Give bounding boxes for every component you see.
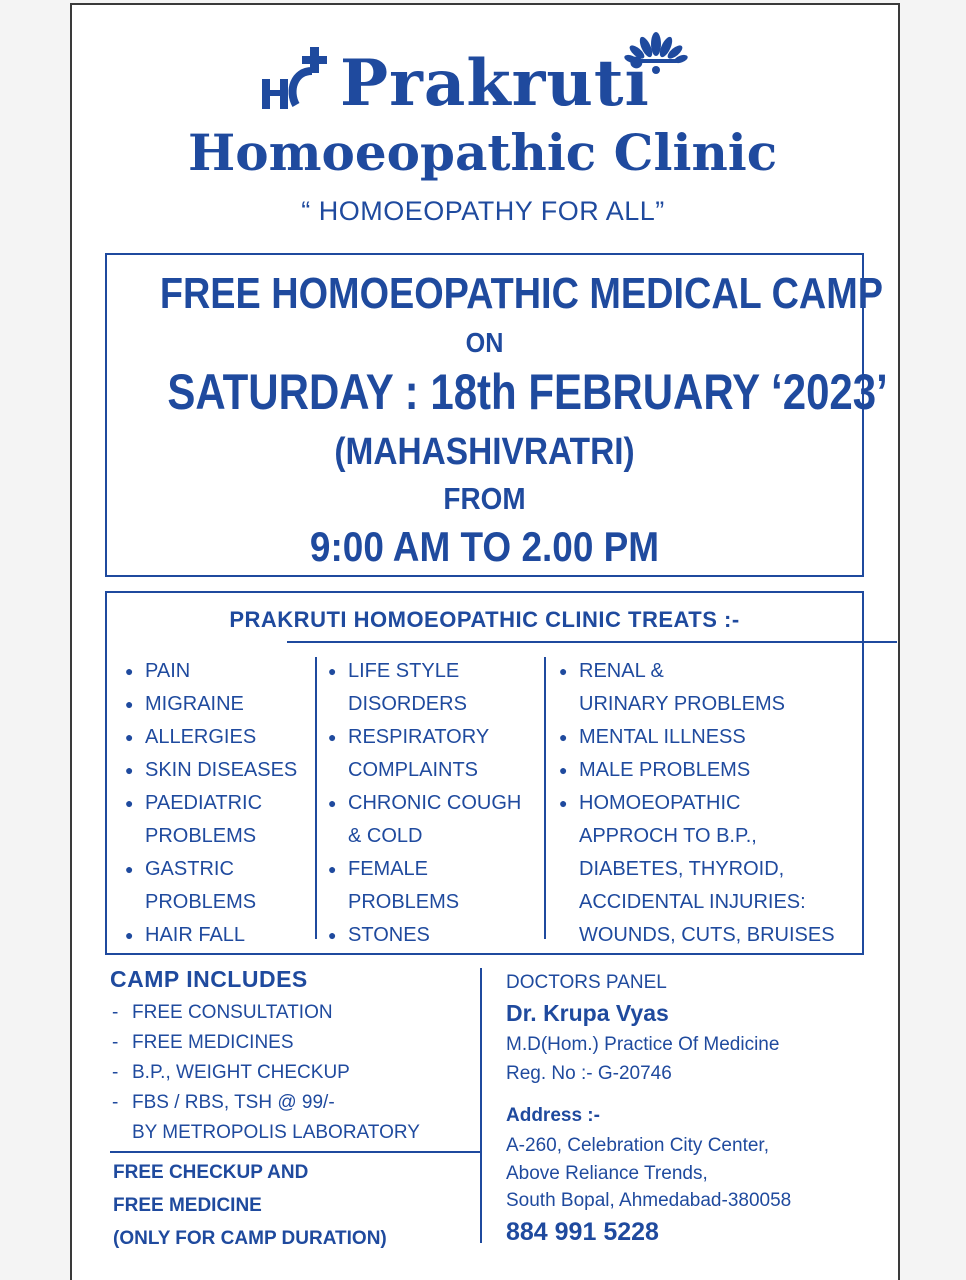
treat-item	[559, 820, 835, 853]
treat-item	[125, 919, 297, 952]
address-label: Address :-	[506, 1105, 600, 1126]
treat-item	[559, 655, 835, 688]
treat-item	[125, 688, 297, 721]
camp-includes-divider	[110, 1151, 482, 1153]
bullet-icon: ●	[328, 729, 337, 745]
camp-on-text: ON	[465, 327, 504, 358]
treat-item	[125, 754, 297, 787]
treat-item	[559, 919, 835, 952]
dash-bullet: -	[112, 1002, 119, 1023]
camp-include-label: FREE MEDICINES	[132, 1032, 294, 1053]
treats-box	[105, 591, 864, 955]
bullet-icon: ●	[125, 762, 134, 778]
camp-include-label: BY METROPOLIS LABORATORY	[132, 1122, 420, 1143]
treat-item-label: DIABETES, THYROID,	[579, 858, 785, 880]
camp-occasion: (MAHASHIVRATRI)	[334, 431, 635, 473]
treat-item	[125, 886, 297, 919]
bottom-divider	[480, 968, 482, 1243]
treat-item	[125, 721, 297, 754]
bullet-icon: ●	[328, 861, 337, 877]
treat-item-label: CHRONIC COUGH	[348, 792, 522, 814]
treat-item	[328, 688, 521, 721]
tagline: “ HOMOEOPATHY FOR ALL”	[301, 196, 665, 226]
treat-item	[328, 853, 521, 886]
treat-item-label: WOUNDS, CUTS, BRUISES	[579, 924, 835, 946]
free-note-line: FREE MEDICINE	[113, 1195, 262, 1216]
treat-item	[559, 787, 835, 820]
column-divider	[315, 657, 317, 939]
treat-item-label: MIGRAINE	[145, 693, 244, 715]
camp-time: 9:00 AM TO 2.00 PM	[309, 523, 660, 570]
treat-item	[328, 754, 521, 787]
treat-item	[328, 721, 521, 754]
doctor-registration: Reg. No :- G-20746	[506, 1063, 672, 1084]
treat-item-label: PROBLEMS	[348, 891, 460, 913]
free-checkup-note	[113, 1156, 387, 1255]
bullet-icon: ●	[125, 861, 134, 877]
bullet-icon: ●	[559, 795, 568, 811]
treat-item-label: ACCIDENTAL INJURIES:	[579, 891, 806, 913]
treat-item-label: HAIR FALL	[145, 924, 246, 946]
camp-include-item	[112, 1028, 420, 1058]
camp-from-text: FROM	[443, 481, 526, 516]
treat-item	[328, 886, 521, 919]
treat-item-label: STONES	[348, 924, 430, 946]
treat-item-label: URINARY PROBLEMS	[579, 693, 785, 715]
treat-item	[559, 886, 835, 919]
free-note-line: FREE CHECKUP AND	[113, 1162, 309, 1183]
bullet-icon: ●	[125, 696, 134, 712]
treats-title: PRAKRUTI HOMOEOPATHIC CLINIC TREATS :-	[229, 607, 740, 632]
camp-include-item	[112, 1058, 420, 1088]
clinic-name-line1: Prakruti	[340, 46, 650, 121]
camp-includes-list	[112, 998, 420, 1148]
treat-item	[328, 787, 521, 820]
treat-item-label: LIFE STYLE	[348, 660, 460, 682]
treat-item-label: MALE PROBLEMS	[579, 759, 751, 781]
treat-item-label: PROBLEMS	[145, 825, 257, 847]
treat-item	[328, 655, 521, 688]
dash-bullet: -	[112, 1062, 119, 1083]
treat-item-label: RESPIRATORY	[348, 726, 490, 748]
bullet-icon: ●	[559, 729, 568, 745]
bullet-icon: ●	[328, 795, 337, 811]
treat-item	[328, 919, 521, 952]
treats-column-3	[559, 655, 835, 952]
treat-item-label: SKIN DISEASES	[145, 759, 298, 781]
treat-item	[559, 688, 835, 721]
treat-item-label: PAEDIATRIC	[145, 792, 263, 814]
treat-item-label: APPROCH TO B.P.,	[579, 825, 757, 847]
treat-item	[125, 655, 297, 688]
bullet-icon: ●	[328, 663, 337, 679]
address-line: Above Reliance Trends,	[506, 1163, 708, 1184]
treat-item-label: COMPLAINTS	[348, 759, 479, 781]
treats-column-2	[328, 655, 521, 952]
treat-item	[125, 820, 297, 853]
treat-item-label: ALLERGIES	[145, 726, 257, 748]
camp-include-label: B.P., WEIGHT CHECKUP	[132, 1062, 350, 1083]
camp-heading: FREE HOMOEOPATHIC MEDICAL CAMP	[159, 269, 884, 318]
camp-date: SATURDAY : 18th FEBRUARY ‘2023’	[167, 364, 888, 420]
treat-item-label: HOMOEOPATHIC	[579, 792, 741, 814]
camp-include-label: FBS / RBS, TSH @ 99/-	[132, 1092, 335, 1113]
doctors-panel-label: DOCTORS PANEL	[506, 972, 667, 993]
treats-column-1	[125, 655, 297, 952]
bullet-icon: ●	[125, 729, 134, 745]
phone-number[interactable]: 884 991 5228	[506, 1218, 659, 1246]
treat-item-label: RENAL &	[579, 660, 664, 682]
treats-title-underline	[287, 641, 897, 643]
address-line: South Bopal, Ahmedabad-380058	[506, 1190, 792, 1211]
camp-include-item	[112, 1118, 420, 1148]
camp-include-item	[112, 1088, 420, 1118]
treat-item-label: GASTRIC	[145, 858, 234, 880]
treat-item	[559, 754, 835, 787]
clinic-logo-icon	[262, 45, 336, 115]
treat-item-label: FEMALE	[348, 858, 429, 880]
bullet-icon: ●	[559, 663, 568, 679]
column-divider	[544, 657, 546, 939]
doctor-name: Dr. Krupa Vyas	[506, 1000, 669, 1026]
clinic-name-line2: Homoeopathic Clinic	[188, 123, 778, 182]
treat-item-label: PROBLEMS	[145, 891, 257, 913]
treat-item-label: & COLD	[348, 825, 423, 847]
free-note-line: (ONLY FOR CAMP DURATION)	[113, 1228, 387, 1249]
treat-item	[559, 721, 835, 754]
bullet-icon: ●	[125, 663, 134, 679]
camp-includes-title: CAMP INCLUDES	[110, 966, 308, 992]
camp-include-item	[112, 998, 420, 1028]
treat-item-label: DISORDERS	[348, 693, 467, 715]
bullet-icon: ●	[125, 927, 134, 943]
treat-item-label: MENTAL ILLNESS	[579, 726, 746, 748]
treat-item-label: PAIN	[145, 660, 191, 682]
treat-item	[328, 820, 521, 853]
camp-notice-box	[105, 253, 888, 577]
treat-item	[559, 853, 835, 886]
dash-bullet: -	[112, 1092, 119, 1113]
camp-include-label: FREE CONSULTATION	[132, 1002, 333, 1023]
treat-item	[125, 787, 297, 820]
bullet-icon: ●	[328, 927, 337, 943]
address-line: A-260, Celebration City Center,	[506, 1135, 769, 1156]
bullet-icon: ●	[559, 762, 568, 778]
treat-item	[125, 853, 297, 886]
doctor-qualification: M.D(Hom.) Practice Of Medicine	[506, 1034, 780, 1055]
dash-bullet: -	[112, 1032, 119, 1053]
bullet-icon: ●	[125, 795, 134, 811]
